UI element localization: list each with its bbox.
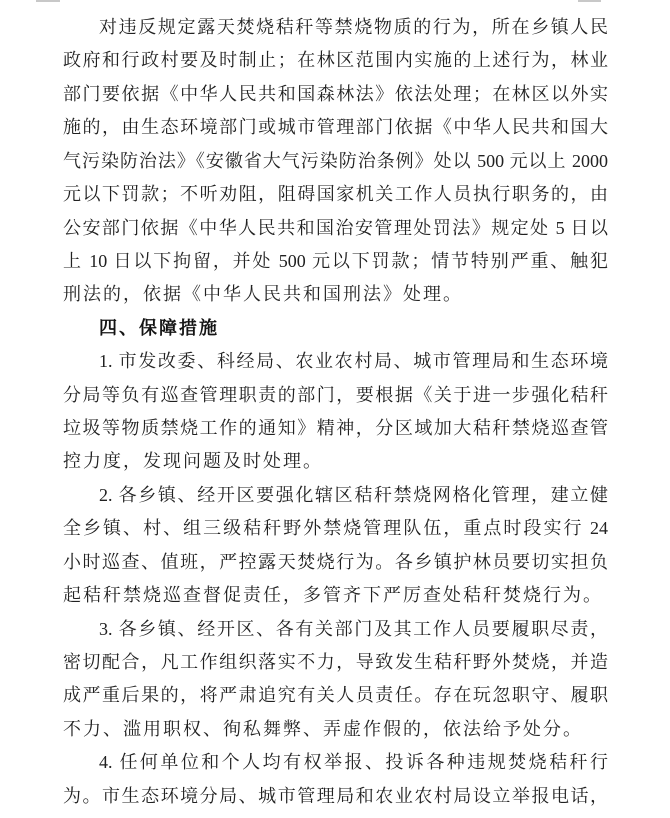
- doc-line: 施的，由生态环境部门或城市管理部门依据《中华人民共和国大: [63, 117, 608, 138]
- doc-line: 政府和行政村要及时制止；在林区范围内实施的上述行为，林业: [63, 50, 608, 71]
- doc-line: 全乡镇、村、组三级秸秆野外禁烧管理队伍，重点时段实行 24: [63, 518, 608, 539]
- page-edge-artifact-right: [578, 0, 601, 2]
- doc-line: 上 10 日以下拘留，并处 500 元以下罚款；情节特别严重、触犯: [63, 250, 608, 271]
- doc-line: 控力度，发现问题及时处理。: [63, 451, 323, 472]
- doc-line: 公安部门依据《中华人民共和国治安管理处罚法》规定处 5 日以: [63, 217, 608, 238]
- doc-line: 分局等负有巡查管理职责的部门，要根据《关于进一步强化秸秆: [63, 384, 608, 405]
- doc-line: 起秸秆禁烧巡查督促责任，多管齐下严厉查处秸秆焚烧行为。: [63, 585, 603, 606]
- doc-line: 为。市生态环境分局、城市管理局和农业农村局设立举报电话，: [63, 785, 608, 806]
- doc-line: 垃圾等物质禁烧工作的通知》精神，分区域加大秸秆禁烧巡查管: [63, 418, 608, 439]
- page-edge-artifact-left: [36, 0, 60, 2]
- doc-line: 密切配合，凡工作组织落实不力，导致发生秸秆野外焚烧，并造: [63, 652, 608, 673]
- doc-line: 2. 各乡镇、经开区要强化辖区秸秆禁烧网格化管理，建立健: [99, 484, 608, 505]
- doc-line: 对违反规定露天焚烧秸秆等禁烧物质的行为，所在乡镇人民: [99, 17, 608, 37]
- doc-line: 小时巡查、值班，严控露天焚烧行为。各乡镇护林员要切实担负: [63, 551, 608, 572]
- doc-line: 元以下罚款；不听劝阻，阻碍国家机关工作人员执行职务的，由: [63, 184, 608, 205]
- doc-line: 不力、滥用职权、徇私舞弊、弄虚作假的，依法给予处分。: [63, 718, 583, 739]
- doc-line: 部门要依据《中华人民共和国森林法》依法处理；在林区以外实: [63, 83, 608, 104]
- section-heading: 四、保障措施: [99, 317, 219, 338]
- doc-line: 1. 市发改委、科经局、农业农村局、城市管理局和生态环境: [99, 351, 608, 372]
- doc-line: 成严重后果的，将严肃追究有关人员责任。存在玩忽职守、履职: [63, 685, 608, 706]
- doc-line: 4. 任何单位和个人均有权举报、投诉各种违规焚烧秸秆行: [99, 752, 608, 773]
- doc-line: 气污染防治法》《安徽省大气污染防治条例》处以 500 元以上 2000: [63, 150, 608, 171]
- doc-line: 刑法的，依据《中华人民共和国刑法》处理。: [63, 284, 463, 305]
- doc-line: 3. 各乡镇、经开区、各有关部门及其工作人员要履职尽责，: [99, 618, 608, 639]
- document-page: [63, 11, 608, 813]
